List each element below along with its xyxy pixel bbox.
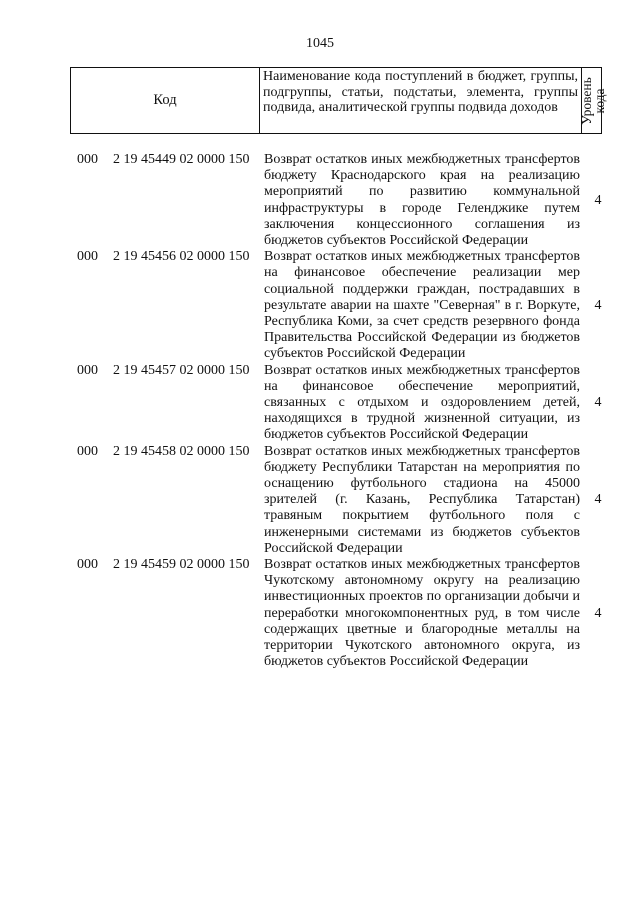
table-row <box>0 557 640 670</box>
table-body <box>0 152 640 671</box>
code-level: 4 <box>594 395 602 411</box>
income-code: 2 19 45456 02 0000 150 <box>113 249 250 265</box>
table-row <box>0 444 640 557</box>
admin-code: 000 <box>77 152 98 167</box>
header-level-label <box>580 77 606 125</box>
admin-code: 000 <box>77 249 98 265</box>
table-header <box>70 67 607 134</box>
income-code: 2 19 45458 02 0000 150 <box>113 443 250 459</box>
admin-code: 000 <box>77 443 98 459</box>
table-row <box>0 363 640 444</box>
header-level-column <box>578 68 607 133</box>
header-level-line1: Уровень <box>578 76 594 125</box>
page-number: 1045 <box>306 36 334 51</box>
income-description: Возврат остатков иных межбюджетных трансфертов Чукотскому автономному округу на реализацию инвестиционных проектов по организации добычи и переработки многокомпонентных руд, в том числе содержащих цветные и благородные металлы на территории Чукотского автономного округа, из бюджетов субъектов Российской Федерации <box>264 557 580 670</box>
income-description: Возврат остатков иных межбюджетных трансфертов бюджету Республики Татарстан на мероприятия по оснащению футбольного стадиона на 45000 зрителей (г. Казань, Республика Татарстан) травяным покрытием футбольного поля с инженерными системами из бюджетов субъектов Российской Федерации <box>264 443 580 556</box>
income-description: Возврат остатков иных межбюджетных трансфертов бюджету Краснодарского края на реализацию мероприятий по развитию коммунальной инфраструктуры в городе Геленджике путем заключения концессионного соглашения из бюджетов субъектов Российской Федерации <box>264 152 580 249</box>
income-code: 2 19 45457 02 0000 150 <box>113 362 250 378</box>
table-row <box>0 152 640 249</box>
income-code: 2 19 45449 02 0000 150 <box>113 152 250 167</box>
header-level-line2: кода <box>591 87 607 114</box>
income-description: Возврат остатков иных межбюджетных трансфертов на финансовое обеспечение реализации мер социальной поддержки граждан, пострадавших в результате аварии на шахте "Северная" в г. Воркуте, Республика Коми, за счет средств резервного фонда Правительства Российской Федерации из бюджетов субъектов Российской Федерации <box>264 249 580 362</box>
admin-code: 000 <box>77 557 98 573</box>
header-code-column <box>71 68 260 133</box>
header-code-label: Код <box>153 92 177 108</box>
income-code: 2 19 45459 02 0000 150 <box>113 557 250 573</box>
table-row <box>0 249 640 362</box>
income-description: Возврат остатков иных межбюджетных трансфертов на финансовое обеспечение мероприятий, связанных с отдыхом и оздоровлением детей, находящихся в трудной жизненной ситуации, из бюджетов субъектов Российской Федерации <box>264 362 580 443</box>
code-level: 4 <box>594 192 602 208</box>
admin-code: 000 <box>77 362 98 378</box>
code-level: 4 <box>594 605 602 621</box>
header-name-label: Наименование кода поступлений в бюджет, группы, подгруппы, статьи, подстатьи, элемента, группы подвида, аналитической группы подвида доходов <box>260 68 582 133</box>
code-level: 4 <box>594 297 602 313</box>
code-level: 4 <box>594 492 602 508</box>
